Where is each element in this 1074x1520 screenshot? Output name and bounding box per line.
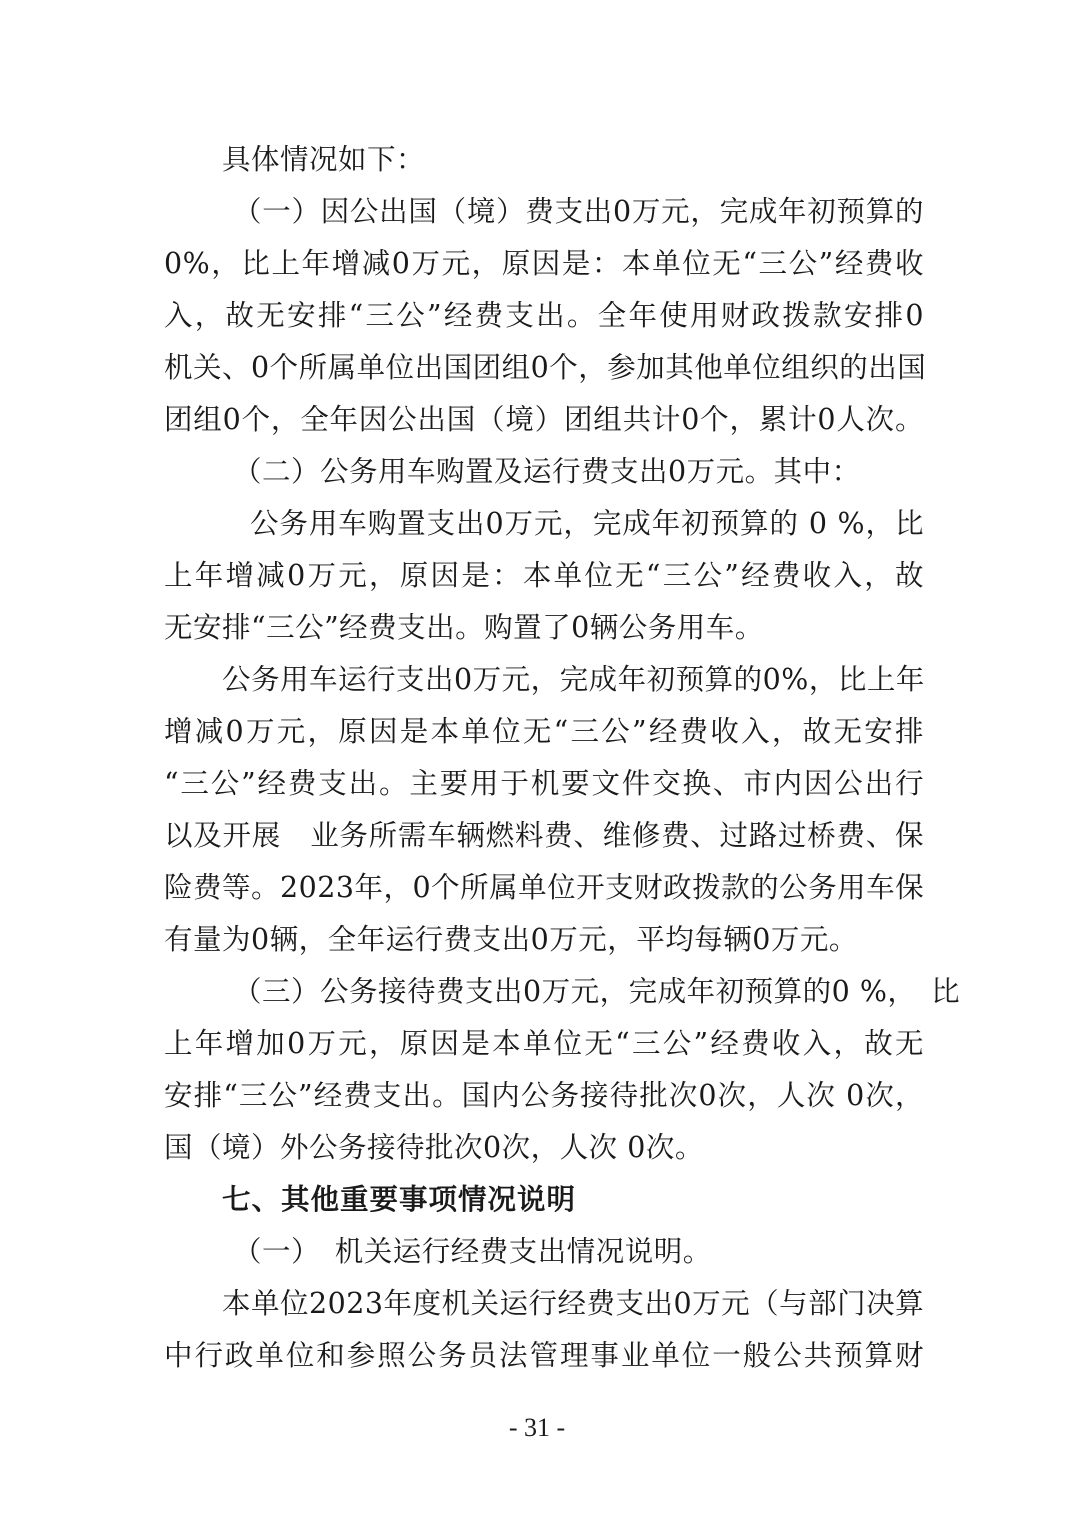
- paragraph-line: 安排“三公”经费支出。国内公务接待批次0次，人次 0次，: [164, 1079, 924, 1112]
- section-heading: 七、其他重要事项情况说明: [222, 1183, 577, 1216]
- paragraph-line: 入，故无安排“三公”经费支出。全年使用财政拨款安排0: [164, 299, 924, 332]
- paragraph-line: 团组0个，全年因公出国（境）团组共计0个，累计0人次。: [164, 403, 924, 436]
- paragraph-line: 以及开展 业务所需车辆燃料费、维修费、过路过桥费、保: [164, 819, 924, 852]
- page-number: - 31 -: [508, 1413, 566, 1442]
- paragraph-line: （三）公务接待费支出0万元，完成年初预算的0 %， 比: [233, 975, 961, 1008]
- paragraph-line: 上年增加0万元，原因是本单位无“三公”经费收入，故无: [164, 1027, 924, 1060]
- paragraph-line: （二）公务用车购置及运行费支出0万元。其中：: [233, 455, 861, 488]
- paragraph-line: 机关、0个所属单位出国团组0个，参加其他单位组织的出国: [164, 351, 927, 384]
- paragraph-line: 国（境）外公务接待批次0次，人次 0次。: [164, 1131, 704, 1164]
- paragraph-line: （一） 机关运行经费支出情况说明。: [233, 1235, 712, 1268]
- paragraph-line: 具体情况如下：: [222, 143, 426, 176]
- paragraph-line: （一）因公出国（境）费支出0万元，完成年初预算的: [233, 195, 924, 228]
- paragraph-line: 增减0万元，原因是本单位无“三公”经费收入，故无安排: [164, 715, 924, 748]
- paragraph-line: 公务用车运行支出0万元，完成年初预算的0%，比上年: [222, 663, 925, 696]
- paragraph-line: 公务用车购置支出0万元，完成年初预算的 0 %，比: [250, 507, 924, 540]
- paragraph-line: 中行政单位和参照公务员法管理事业单位一般公共预算财: [164, 1339, 924, 1372]
- paragraph-line: 0%，比上年增减0万元，原因是：本单位无“三公”经费收: [164, 247, 924, 280]
- paragraph-line: 无安排“三公”经费支出。购置了0辆公务用车。: [164, 611, 764, 644]
- paragraph-line: 本单位2023年度机关运行经费支出0万元（与部门决算: [222, 1287, 925, 1320]
- paragraph-line: “三公”经费支出。主要用于机要文件交换、市内因公出行: [164, 767, 924, 800]
- paragraph-line: 有量为0辆，全年运行费支出0万元，平均每辆0万元。: [164, 923, 858, 956]
- paragraph-line: 上年增减0万元，原因是：本单位无“三公”经费收入，故: [164, 559, 924, 592]
- paragraph-line: 险费等。2023年，0个所属单位开支财政拨款的公务用车保: [164, 871, 925, 904]
